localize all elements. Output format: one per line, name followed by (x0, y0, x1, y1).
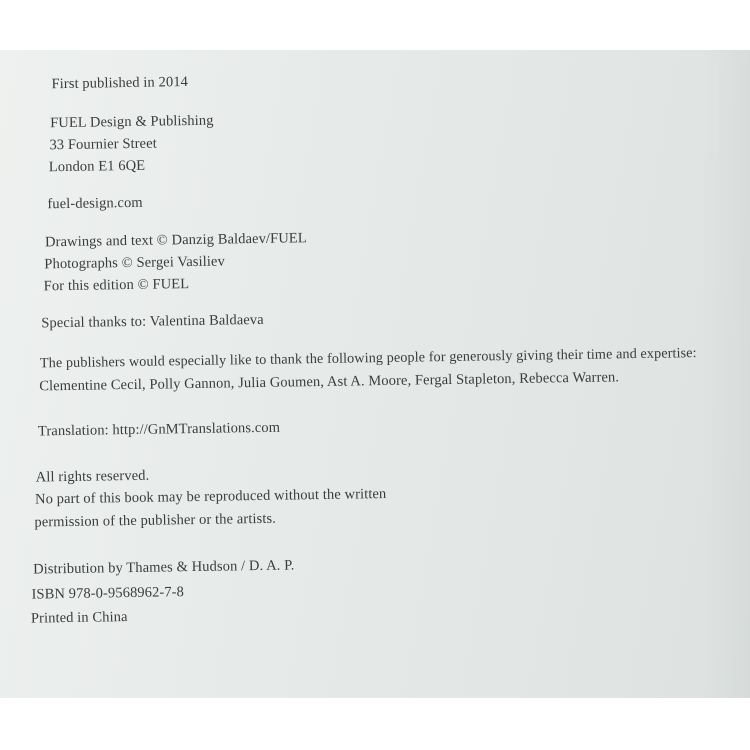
first-published-line: First published in 2014 (51, 74, 189, 93)
publisher-street: 33 Fournier Street (49, 135, 157, 154)
rights-permission: permission of the publisher or the artists. (34, 510, 277, 531)
distribution-line: Distribution by Thames & Hudson / D. A. P. (33, 557, 295, 578)
rights-no-reproduction: No part of this book may be reproduced without the written (34, 485, 387, 508)
isbn-line: ISBN 978-0-9568962-7-8 (31, 584, 185, 603)
colophon-text (0, 50, 750, 698)
translation-credit: Translation: http://GnMTranslations.com (37, 419, 281, 440)
credit-drawings: Drawings and text © Danzig Baldaev/FUEL (44, 230, 307, 251)
credit-photographs: Photographs © Sergei Vasiliev (44, 253, 226, 273)
publisher-name: FUEL Design & Publishing (50, 112, 214, 132)
acknowledgement-names: Clementine Cecil, Polly Gannon, Julia Goumen, Ast A. Moore, Fergal Stapleton, Rebecca Warren. (39, 369, 620, 395)
credit-edition: For this edition © FUEL (43, 276, 190, 295)
book-page (0, 50, 750, 698)
publisher-city: London E1 6QE (48, 157, 146, 176)
printed-in-line: Printed in China (30, 609, 128, 627)
special-thanks: Special thanks to: Valentina Baldaeva (41, 311, 264, 332)
publisher-website: fuel-design.com (47, 194, 143, 213)
rights-reserved: All rights reserved. (35, 467, 150, 486)
acknowledgement-intro: The publishers would especially like to thank the following people for generously giving their time and expertise: (39, 345, 697, 372)
